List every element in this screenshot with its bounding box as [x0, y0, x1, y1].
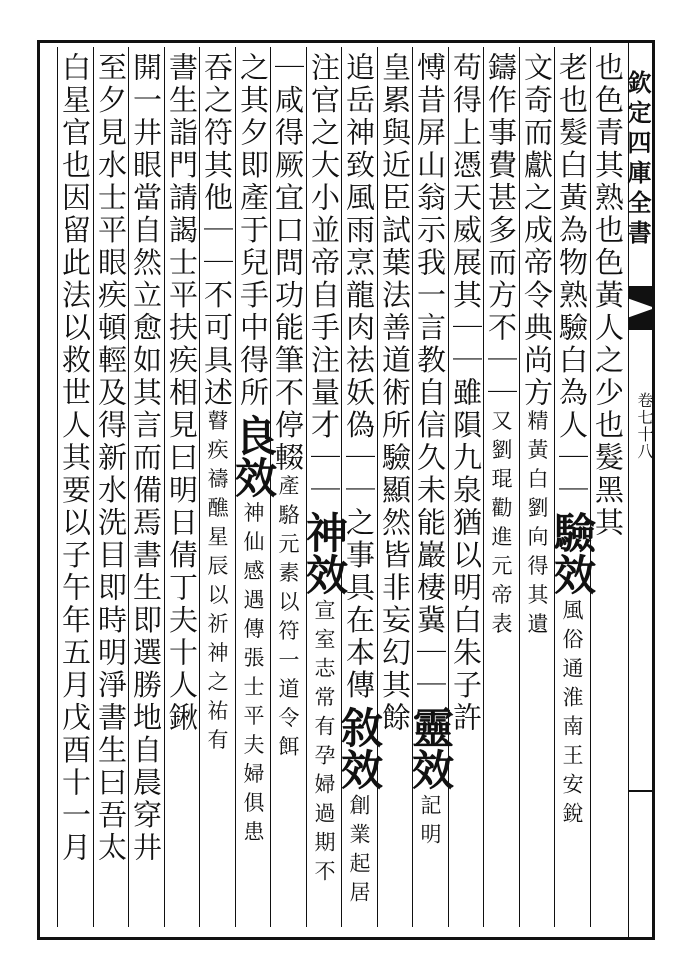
book-title: 欽定四庫全書	[623, 70, 652, 250]
column-text: 也色青其熟也色黃人之少也髮黑其	[591, 52, 625, 540]
column-text: 注官之大小並帝自手注量才｜｜	[307, 52, 341, 507]
section-heading: 靈效	[406, 706, 455, 790]
text-column	[335, 52, 384, 922]
text-column	[94, 52, 128, 922]
fish-tail-line	[628, 790, 655, 792]
annotation-text: 宣室志常有孕婦過期不	[312, 599, 336, 889]
section-heading: 敘效	[335, 706, 384, 790]
text-column	[406, 52, 455, 922]
annotation-text: 記明	[418, 794, 442, 852]
section-heading: 良效	[229, 413, 278, 498]
column-text: 開一井眼當自然立愈如其言而備焉書生即選勝地自晨穿井	[129, 52, 163, 865]
column-text: 苟得上憑天威展其｜｜雖隕九泉猶以明白朱子許	[449, 52, 483, 735]
column-text: 愽昔屏山翁示我一言教自信久未能巖棲冀｜｜	[413, 52, 447, 702]
column-text: 白星官也因留此法以救世人其要以子午年五月戊酉十一月	[58, 52, 92, 865]
text-column	[300, 52, 349, 922]
column-text: 皇累與近臣試葉法善道術所驗顯然皆非妄幻其餘	[378, 52, 412, 735]
volume-label: 卷七十八	[635, 392, 654, 460]
annotation-text: 神仙感遇傳張士平夫婦俱患	[241, 501, 265, 850]
text-column	[520, 52, 554, 922]
section-heading: 神效	[300, 511, 349, 595]
text-column	[229, 52, 278, 922]
column-text: 書生詣門請謁士平扶疾相見曰明日倩丁夫十人鍬	[165, 52, 199, 735]
annotation-text: 產駱元素以符一道令餌	[276, 474, 300, 765]
text-column	[591, 52, 625, 922]
annotation-text: 創業起居	[347, 794, 371, 910]
annotation-text: 又劉琨勸進元帝表	[489, 409, 513, 642]
column-text: 文奇而獻之成帝令典尚方	[520, 52, 554, 410]
column-text: 鑄作事費甚多而方不｜｜	[484, 52, 518, 410]
text-column	[58, 52, 92, 922]
text-column	[548, 52, 597, 922]
text-column	[165, 52, 199, 922]
column-text: ｜咸得厥宜口問功能筆不停輟	[271, 52, 305, 475]
text-column	[200, 52, 234, 922]
annotation-text: 精黃白劉向得其遺	[525, 409, 549, 642]
column-text: 至夕見水士平眼疾頓輕及得新水洗目即時明淨書生曰吾太	[94, 52, 128, 865]
column-text: 之其夕即產于兒手中得所	[236, 52, 270, 410]
text-column	[449, 52, 483, 922]
column-text: 追岳神致風雨烹龍肉祛妖偽｜｜之事具在本傳	[342, 52, 376, 702]
annotation-text: 風俗通淮南王安銳	[560, 599, 584, 831]
text-column	[378, 52, 412, 922]
column-text: 老也髮白黃為物熟驗白為人｜｜	[555, 52, 589, 507]
column-text: 吞之符其他｜｜不可具述	[200, 52, 234, 410]
section-heading: 驗效	[548, 511, 597, 595]
text-column	[484, 52, 518, 922]
annotation-text: 瞽疾禱醮星辰以祈神之祐有	[205, 409, 229, 758]
text-column	[129, 52, 163, 922]
